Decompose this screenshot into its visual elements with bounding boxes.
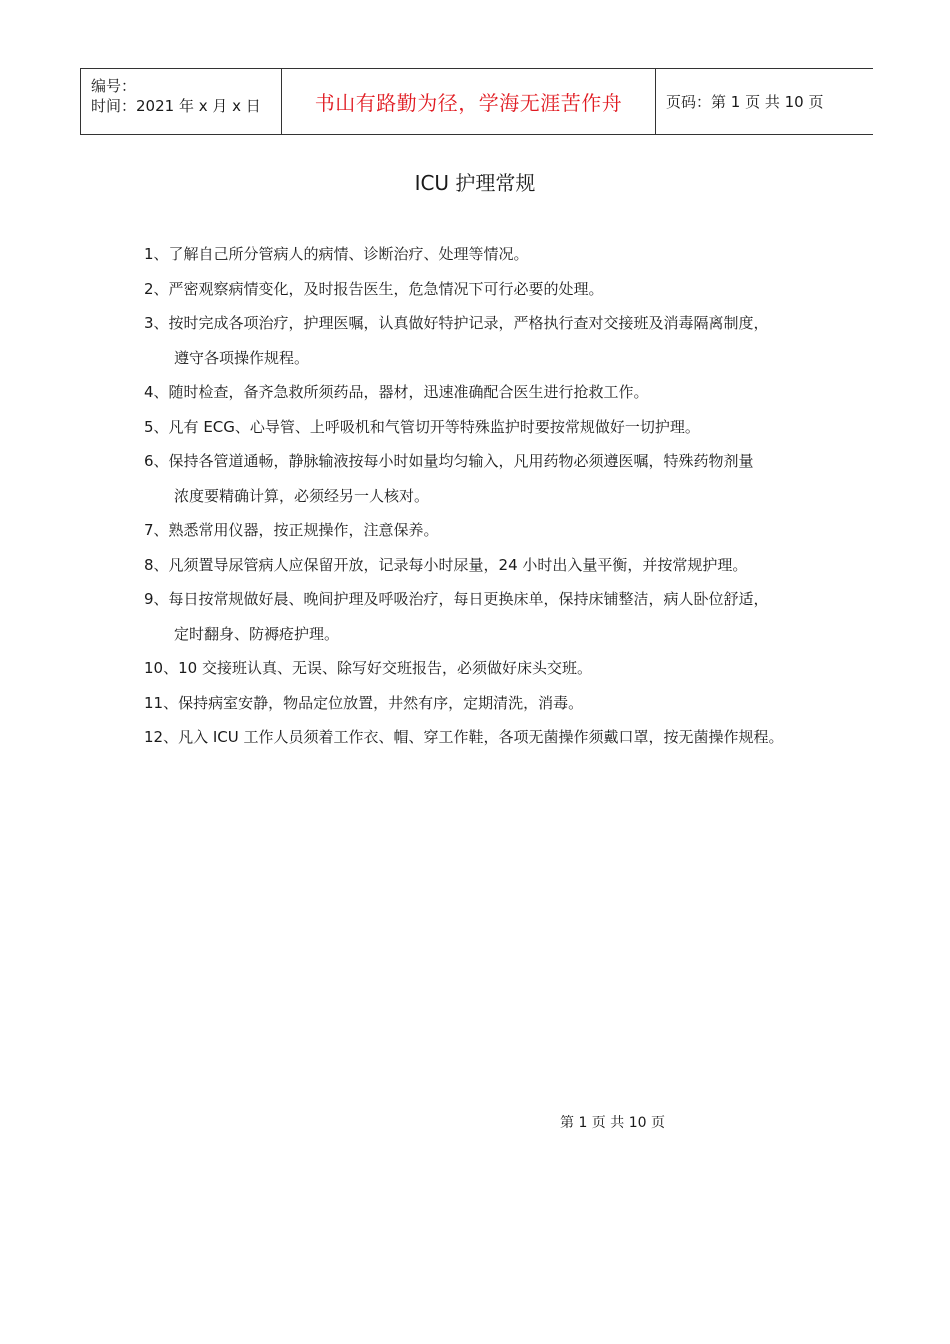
rule-number: 9、	[144, 590, 169, 608]
header-motto-cell	[282, 69, 656, 135]
rule-number: 3、	[144, 314, 169, 332]
rule-text: 了解自己所分管病人的病情、诊断治疗、处理等情况。	[168, 245, 529, 263]
rule-number: 7、	[144, 521, 169, 539]
motto-text: 书山有路勤为径，学海无涯苦作舟	[314, 91, 623, 115]
rule-item	[144, 519, 844, 541]
rule-text: 凡入 ICU 工作人员须着工作衣、帽、穿工作鞋，各项无菌操作须戴口罩，按无菌操作规程。	[178, 728, 784, 746]
rule-text: 保持病室安静，物品定位放置，井然有序，定期清洗，消毒。	[178, 693, 584, 712]
rule-text: 按时完成各项治疗，护理医嘱，认真做好特护记录，严格执行查对交接班及消毒隔离制度，	[168, 314, 769, 332]
rule-number: 2、	[144, 279, 169, 298]
rule-item	[144, 312, 844, 369]
rule-item	[144, 450, 844, 507]
rule-text: 凡有 ECG、心导管、上呼吸机和气管切开等特殊监护时要按常规做好一切护理。	[168, 417, 700, 436]
rule-number: 4、	[144, 383, 169, 401]
rule-continuation: 定时翻身、防褥疮护理。	[174, 624, 340, 643]
rule-number: 5、	[144, 417, 169, 436]
rule-number: 1、	[144, 245, 169, 263]
rule-text: 10 交接班认真、无误、除写好交班报告，必须做好床头交班。	[178, 659, 592, 677]
page-footer: 第 1 页 共 10 页	[560, 1115, 665, 1131]
rule-text: 严密观察病情变化，及时报告医生，危急情况下可行必要的处理。	[168, 279, 604, 298]
rule-number: 12、	[144, 728, 179, 746]
rule-item	[144, 726, 844, 748]
rule-item	[144, 692, 844, 714]
rule-continuation: 遵守各项操作规程。	[174, 348, 310, 367]
rule-item	[144, 243, 844, 265]
number-label: 编号：	[91, 76, 137, 95]
page-title: ICU 护理常规	[414, 171, 536, 195]
rule-number: 8、	[144, 555, 169, 574]
header-page-cell	[656, 69, 874, 135]
rule-text: 熟悉常用仪器，按正规操作，注意保养。	[168, 521, 439, 539]
rule-item	[144, 416, 844, 438]
rule-number: 10、	[144, 659, 179, 677]
rule-number: 6、	[144, 452, 169, 470]
document-header	[80, 68, 873, 135]
rule-text: 保持各管道通畅，静脉输液按每小时如量均匀输入，凡用药物必须遵医嘱，特殊药物剂量	[168, 452, 754, 470]
rule-item	[144, 588, 844, 645]
rules-list	[144, 243, 844, 761]
rule-text: 每日按常规做好晨、晚间护理及呼吸治疗，每日更换床单，保持床铺整洁，病人卧位舒适，	[168, 590, 769, 608]
date-label: 时间：2021 年 x 月 x 日	[91, 96, 261, 115]
rule-text: 随时检查，备齐急救所须药品，器材，迅速准确配合医生进行抢救工作。	[168, 383, 649, 401]
rule-text: 凡须置导尿管病人应保留开放，记录每小时尿量，24 小时出入量平衡，并按常规护理。	[168, 555, 748, 574]
rule-item	[144, 381, 844, 403]
rule-item	[144, 554, 844, 576]
page-info: 页码：第 1 页 共 10 页	[666, 93, 824, 111]
rule-number: 11、	[144, 693, 179, 712]
rule-item	[144, 278, 844, 300]
rule-item	[144, 657, 844, 679]
rule-continuation: 浓度要精确计算，必须经另一人核对。	[174, 486, 430, 505]
header-meta-cell	[81, 69, 282, 135]
